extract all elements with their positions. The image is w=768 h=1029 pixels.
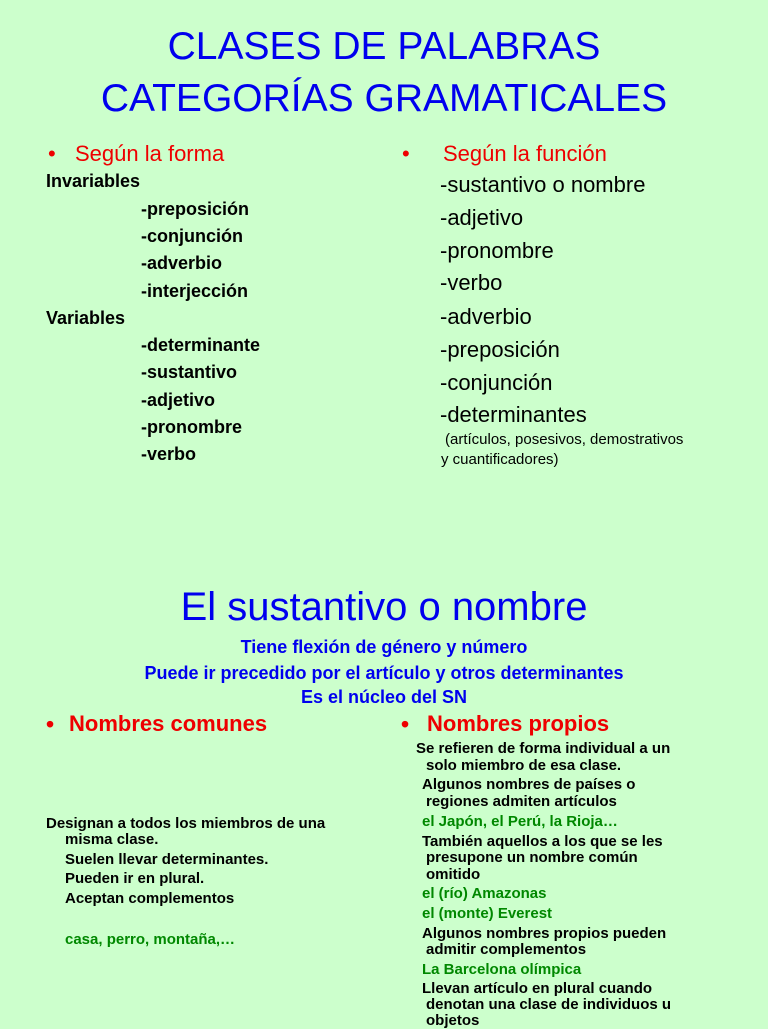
propios-p5-line1: Llevan artículo en plural cuando bbox=[422, 980, 653, 997]
bullet-icon: • bbox=[402, 141, 410, 166]
propios-p4-line2: admitir complementos bbox=[426, 941, 587, 958]
determinantes-note-line2: y cuantificadores) bbox=[441, 451, 559, 468]
propios-example-1: el Japón, el Perú, la Rioja… bbox=[422, 813, 618, 830]
variable-item: -pronombre bbox=[141, 417, 242, 437]
propios-example-2: el (río) Amazonas bbox=[422, 885, 547, 902]
slide1-title-line2: CATEGORÍAS GRAMATICALES bbox=[100, 77, 668, 120]
slide2-subtitle-3: Es el núcleo del SN bbox=[300, 687, 468, 707]
bullet-icon: • bbox=[46, 711, 55, 737]
comunes-complementos: Aceptan complementos bbox=[65, 890, 235, 907]
comunes-desc-line1: Designan a todos los miembros de una bbox=[46, 815, 326, 832]
slide1-title-line1: CLASES DE PALABRAS bbox=[167, 25, 601, 68]
determinantes-note-line1: (artículos, posesivos, demostrativos bbox=[445, 431, 684, 448]
slide2-title: El sustantivo o nombre bbox=[180, 585, 588, 629]
propios-p4-line1: Algunos nombres propios pueden bbox=[422, 925, 667, 942]
propios-p5-line2: denotan una clase de individuos u bbox=[426, 996, 672, 1013]
variable-item: -determinante bbox=[141, 335, 261, 355]
comunes-example: casa, perro, montaña,… bbox=[65, 931, 236, 948]
comunes-plural: Pueden ir en plural. bbox=[65, 870, 205, 887]
propios-p3-line1: También aquellos a los que se les bbox=[422, 833, 663, 850]
variable-item: -adjetivo bbox=[141, 390, 216, 410]
slide2-subtitle-2: Puede ir precedido por el artículo y otros determinantes bbox=[144, 663, 624, 683]
propios-p5-line3: objetos bbox=[426, 1012, 480, 1029]
variable-item: -sustantivo bbox=[141, 362, 238, 382]
propios-p3-line2: presupone un nombre común bbox=[426, 849, 638, 866]
invariable-item: -preposición bbox=[141, 199, 250, 219]
propios-p2-line1: Algunos nombres de países o bbox=[422, 776, 636, 793]
function-item: -determinantes bbox=[440, 402, 587, 427]
function-item: -adjetivo bbox=[440, 205, 524, 230]
invariable-item: -conjunción bbox=[141, 226, 243, 246]
comunes-determinantes: Suelen llevar determinantes. bbox=[65, 851, 269, 868]
slide2-subtitle-1: Tiene flexión de género y número bbox=[240, 637, 528, 657]
propios-p1-line1: Se refieren de forma individual a un bbox=[416, 740, 671, 757]
left-heading: Según la forma bbox=[75, 141, 225, 166]
propios-p2-line2: regiones admiten artículos bbox=[426, 793, 617, 810]
variable-item: -verbo bbox=[141, 444, 197, 464]
invariables-label: Invariables bbox=[46, 171, 141, 191]
bullet-icon: • bbox=[48, 141, 56, 166]
propios-p1-line2: solo miembro de esa clase. bbox=[426, 757, 622, 774]
invariable-item: -interjección bbox=[141, 281, 249, 301]
function-item: -sustantivo o nombre bbox=[440, 172, 646, 197]
function-item: -pronombre bbox=[440, 238, 554, 263]
nombres-comunes-heading: Nombres comunes bbox=[69, 711, 268, 736]
propios-p3-line3: omitido bbox=[426, 866, 481, 883]
comunes-desc-line2: misma clase. bbox=[65, 831, 159, 848]
bullet-icon: • bbox=[401, 711, 410, 737]
right-heading: Según la función bbox=[443, 141, 607, 166]
nombres-propios-heading: Nombres propios bbox=[427, 711, 610, 736]
function-item: -conjunción bbox=[440, 370, 553, 395]
propios-example-3: el (monte) Everest bbox=[422, 905, 553, 922]
function-item: -verbo bbox=[440, 270, 503, 295]
function-item: -adverbio bbox=[440, 304, 532, 329]
invariable-item: -adverbio bbox=[141, 253, 223, 273]
propios-example-4: La Barcelona olímpica bbox=[422, 961, 582, 978]
variables-label: Variables bbox=[46, 308, 126, 328]
function-item: -preposición bbox=[440, 337, 560, 362]
